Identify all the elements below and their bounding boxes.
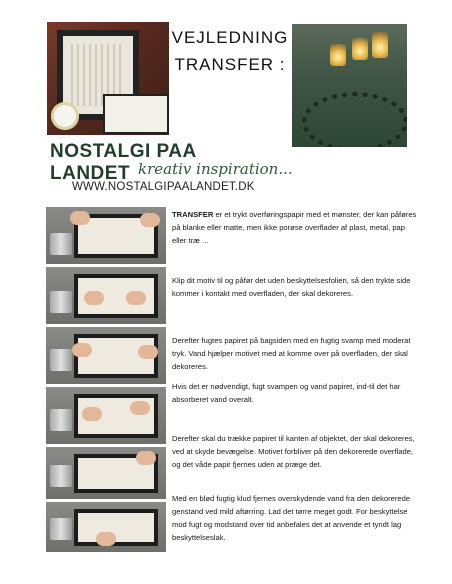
paragraph-cut: Klip dit motiv til og påfør det uden beskyttelsesfolien, så den trykte side kommer i kontakt med overfladen, der skal dekoreres. <box>172 276 411 298</box>
step-photo-4 <box>46 387 166 444</box>
decorated-box <box>103 94 169 134</box>
step-photo-6 <box>46 502 166 552</box>
page-title-line2: TRANSFER : <box>174 55 286 74</box>
product-photo <box>47 22 169 135</box>
flower <box>51 102 79 130</box>
paragraph-wet: Derefter fugtes papiret på bagsiden med en fugtig svamp med moderat tryk. Vand hjælper motivet med at komme over på overfladen, der skal dekoreres. <box>172 336 411 371</box>
paragraph-intro-text: er et trykt overføringspapir med et mønster, der kan påføres på blanke eller matte, men ikke porøse overflader af plast, metal, pap eller træ ... <box>172 210 417 245</box>
paragraph-intro-bold: TRANSFER <box>172 210 214 219</box>
page-title-line1: VEJLEDNING <box>171 28 289 47</box>
candle-glass <box>330 44 346 66</box>
step-photo-5 <box>46 447 166 499</box>
paragraph-repeat: Hvis det er nødvendigt, fugt svampen og vand papiret, ind-til det har absorberet vand overalt. <box>172 382 401 404</box>
paragraph-intro <box>172 208 417 247</box>
paragraph-slide: Derefter skal du trække papiret til kanten af objektet, der skal dekoreres, ved at skyde bevægelse. Motivet forbliver på den dekorerede overflade, og det våde papir fjernes uden at præge det. <box>172 434 415 469</box>
step-photo-1 <box>46 207 166 264</box>
logo-tagline: kreativ inspiration... <box>138 160 293 178</box>
paragraph-dry: Med en blød fugtig klud fjernes overskydende vand fra den dekorerede genstand ved mild aftørring. Lad det tørre meget godt. For beskyttelse mod fugt og modstand over tid anbefales det at anvende et tyndt lag beskyttelseslak. <box>172 494 411 542</box>
step-photo-3 <box>46 327 166 384</box>
candle-photo <box>292 24 407 147</box>
candle-glass <box>352 38 368 60</box>
logo-name: NOSTALGI PAA LANDET <box>50 141 197 184</box>
transfer-wreath <box>302 92 407 147</box>
step-photo-2 <box>46 267 166 324</box>
candle-glass <box>372 32 388 58</box>
website-link[interactable]: WWW.NOSTALGIPAALANDET.DK <box>72 181 255 193</box>
